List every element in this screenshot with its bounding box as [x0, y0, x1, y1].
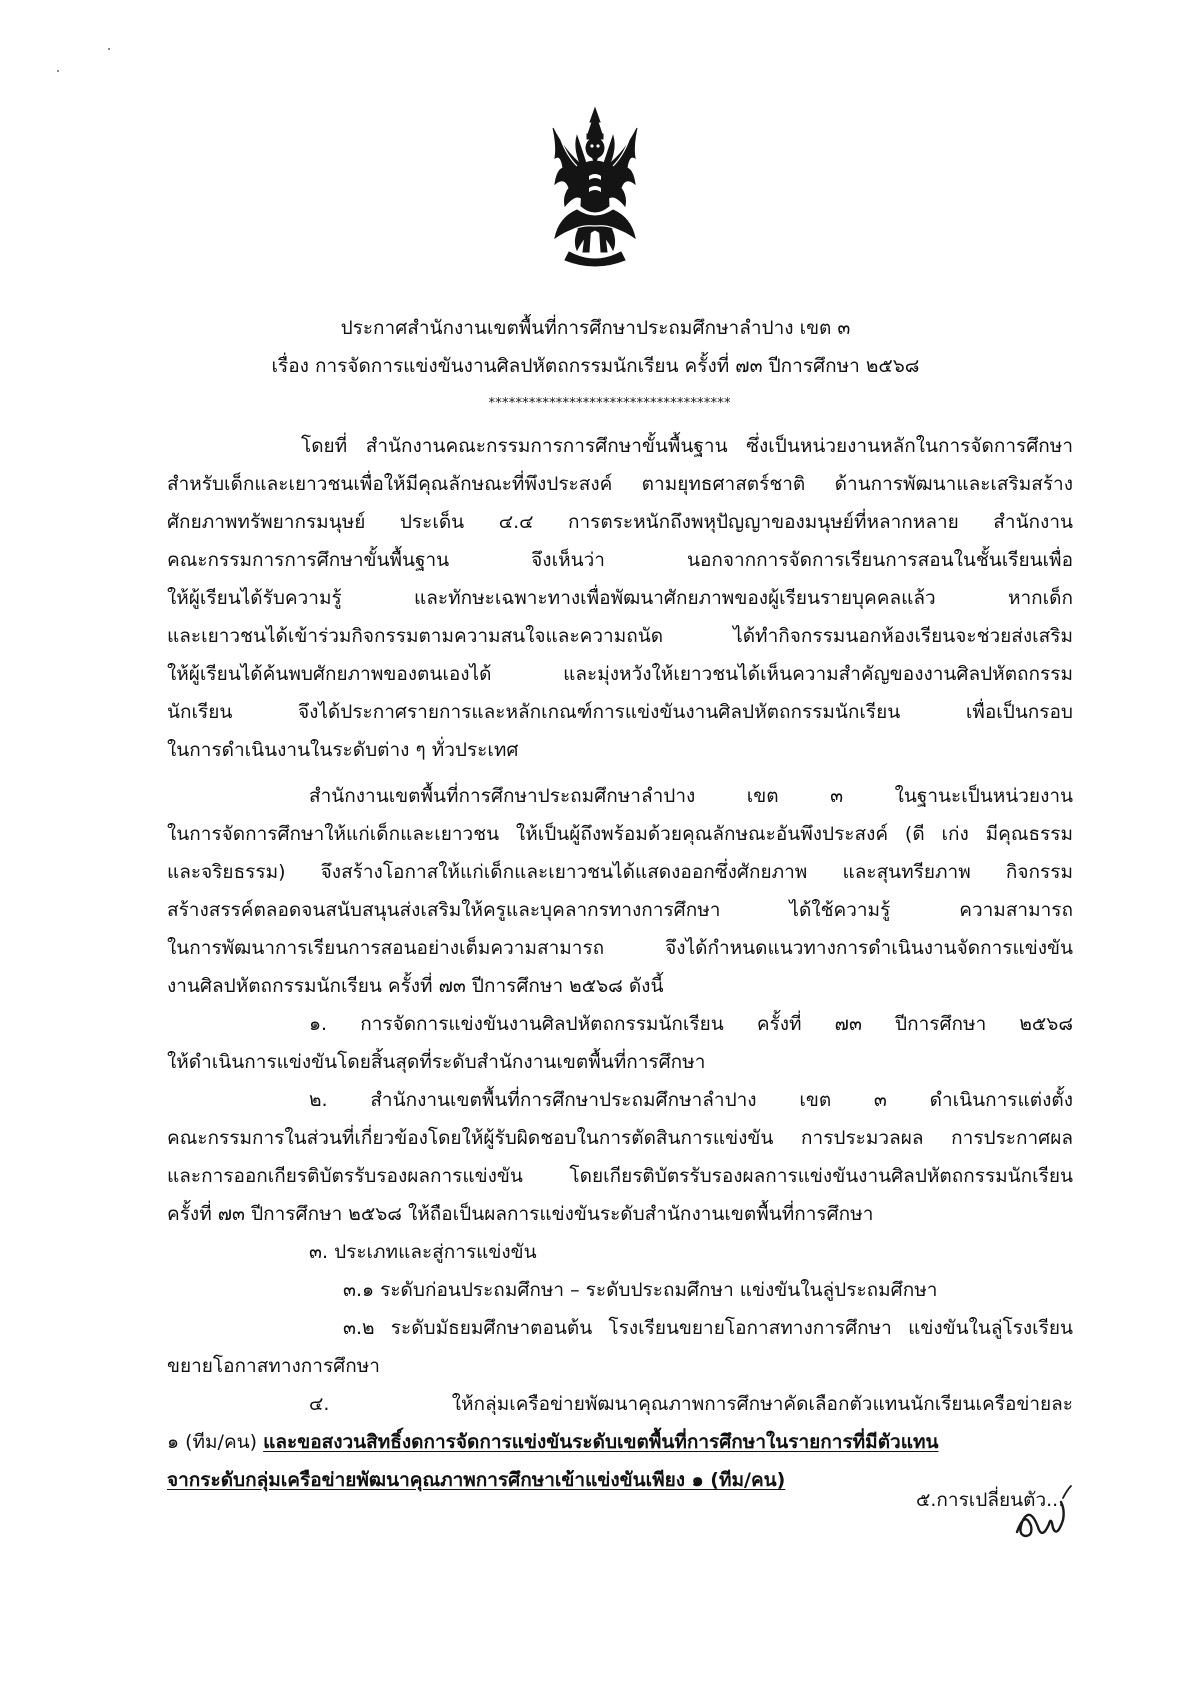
clause-4-emphasis: จากระดับกลุ่มเครือข่ายพัฒนาคุณภาพการศึกษาเข้าแข่งขันเพียง ๑ (ทีม/คน)	[167, 1469, 786, 1491]
next-page-indicator: ๕.การเปลี่ยนตัว...	[916, 1489, 1065, 1511]
clause-4-line	[167, 1468, 785, 1494]
clause-3-heading: ๓. ประเภทและสู่การแข่งขัน	[309, 1241, 537, 1263]
clause-2-line: คณะกรรมการในส่วนที่เกี่ยวข้องโดยให้ผู้รับผิดชอบในการตัดสินการแข่งขัน การประมวลผล การประกาศผล	[167, 1127, 1073, 1149]
clause-1-line: ๑. การจัดการแข่งขันงานศิลปหัตถกรรมนักเรียน ครั้งที่ ๗๓ ปีการศึกษา ๒๕๖๘	[309, 1013, 1073, 1035]
clause-4-line	[167, 1430, 938, 1456]
garuda-emblem-icon	[547, 106, 643, 270]
scan-speck	[57, 70, 59, 72]
clause-3-2: ๓.๒ ระดับมัธยมศึกษาตอนต้น โรงเรียนขยายโอกาสทางการศึกษา แข่งขันในลู่โรงเรียน	[343, 1317, 1073, 1339]
paragraph-line: โดยที่ สำนักงานคณะกรรมการการศึกษาขั้นพื้นฐาน ซึ่งเป็นหน่วยงานหลักในการจัดการศึกษา	[301, 435, 1073, 457]
paragraph-line: สำนักงานเขตพื้นที่การศึกษาประถมศึกษาลำปาง เขต ๓ ในฐานะเป็นหน่วยงาน	[309, 785, 1073, 807]
scan-speck	[108, 48, 110, 50]
clause-3-2-cont: ขยายโอกาสทางการศึกษา	[167, 1355, 380, 1377]
paragraph-line: และเยาวชนได้เข้าร่วมกิจกรรมตามความสนใจและความถนัด ได้ทำกิจกรรมนอกห้องเรียนจะช่วยส่งเสริม	[167, 625, 1073, 647]
paragraph-line: นักเรียน จึงได้ประกาศรายการและหลักเกณฑ์การแข่งขันงานศิลปหัตถกรรมนักเรียน เพื่อเป็นกรอบ	[167, 701, 1073, 723]
announcement-subject: เรื่อง การจัดการแข่งขันงานศิลปหัตถกรรมนักเรียน ครั้งที่ ๗๓ ปีการศึกษา ๒๕๖๘	[271, 355, 920, 377]
paragraph-line: คณะกรรมการการศึกษาขั้นพื้นฐาน จึงเห็นว่า นอกจากการจัดการเรียนการสอนในชั้นเรียนเพื่อ	[167, 549, 1073, 571]
paragraph-line: ในการจัดการศึกษาให้แก่เด็กและเยาวชน ให้เป็นผู้ถึงพร้อมด้วยคุณลักษณะอันพึงประสงค์ (ดี เก่ง มีคุณธรรม	[167, 823, 1073, 845]
clause-1-line: ให้ดำเนินการแข่งขันโดยสิ้นสุดที่ระดับสำนักงานเขตพื้นที่การศึกษา	[167, 1051, 706, 1073]
paragraph-line: ในการพัฒนาการเรียนการสอนอย่างเต็มความสามารถ จึงได้กำหนดแนวทางการดำเนินงานจัดการแข่งขัน	[167, 937, 1073, 959]
clause-4-emphasis: และขอสงวนสิทธิ์งดการจัดการแข่งขันระดับเขตพื้นที่การศึกษาในรายการที่มีตัวแทน	[263, 1431, 939, 1453]
signature-initials-icon	[1005, 1480, 1075, 1542]
paragraph-line: สร้างสรรค์ตลอดจนสนับสนุนส่งเสริมให้ครูและบุคลากรทางการศึกษา ได้ใช้ความรู้ ความสามารถ	[167, 899, 1073, 921]
paragraph-line: สำหรับเด็กและเยาวชนเพื่อให้มีคุณลักษณะที่พึงประสงค์ ตามยุทธศาสตร์ชาติ ด้านการพัฒนาและเสริมสร้าง	[167, 473, 1073, 495]
clause-2-line: ครั้งที่ ๗๓ ปีการศึกษา ๒๕๖๘ ให้ถือเป็นผลการแข่งขันระดับสำนักงานเขตพื้นที่การศึกษา	[167, 1203, 874, 1225]
clause-2-line: ๒. สำนักงานเขตพื้นที่การศึกษาประถมศึกษาลำปาง เขต ๓ ดำเนินการแต่งตั้ง	[309, 1089, 1073, 1111]
announcement-title: ประกาศสำนักงานเขตพื้นที่การศึกษาประถมศึกษาลำปาง เขต ๓	[340, 317, 851, 339]
clause-4-text: ๑ (ทีม/คน)	[167, 1431, 264, 1453]
paragraph-line: ในการดำเนินงานในระดับต่าง ๆ ทั่วประเทศ	[167, 739, 519, 761]
clause-2-line: และการออกเกียรติบัตรรับรองผลการแข่งขัน โดยเกียรติบัตรรับรองผลการแข่งขันงานศิลปหัตถกรรมนักเรียน	[167, 1165, 1073, 1187]
paragraph-line: ศักยภาพทรัพยากรมนุษย์ ประเด็น ๔.๔ การตระหนักถึงพหุปัญญาของมนุษย์ที่หลากหลาย สำนักงาน	[167, 511, 1073, 533]
clause-3-1: ๓.๑ ระดับก่อนประถมศึกษา – ระดับประถมศึกษา แข่งขันในลู่ประถมศึกษา	[343, 1279, 938, 1301]
title-separator: ************************************	[487, 396, 731, 411]
clause-4-line: ๔. ให้กลุ่มเครือข่ายพัฒนาคุณภาพการศึกษาคัดเลือกตัวแทนนักเรียนเครือข่ายละ	[309, 1393, 1073, 1415]
paragraph-line: ให้ผู้เรียนได้รับความรู้ และทักษะเฉพาะทางเพื่อพัฒนาศักยภาพของผู้เรียนรายบุคคลแล้ว หากเด็ก	[167, 587, 1073, 609]
paragraph-line: ให้ผู้เรียนได้ค้นพบศักยภาพของตนเองได้ และมุ่งหวังให้เยาวชนได้เห็นความสำคัญของงานศิลปหัตถกรรม	[167, 663, 1073, 685]
paragraph-line: งานศิลปหัตถกรรมนักเรียน ครั้งที่ ๗๓ ปีการศึกษา ๒๕๖๘ ดังนี้	[167, 975, 664, 997]
paragraph-line: และจริยธรรม) จึงสร้างโอกาสให้แก่เด็กและเยาวชนได้แสดงออกซึ่งศักยภาพ และสุนทรียภาพ กิจกรรม	[167, 861, 1073, 883]
